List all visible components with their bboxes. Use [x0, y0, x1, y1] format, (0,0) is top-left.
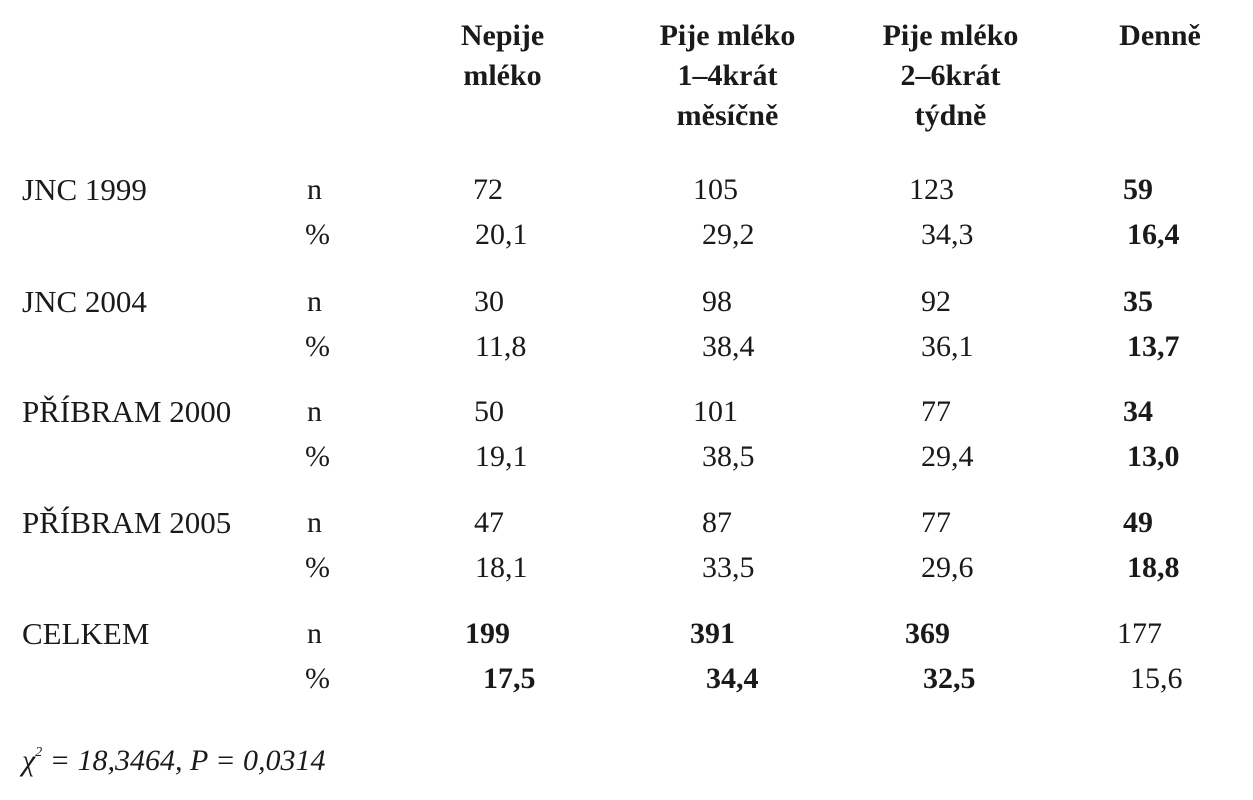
unit-percent: %	[305, 551, 330, 584]
table-cell: 105	[693, 173, 738, 206]
table-cell: 77	[921, 395, 951, 428]
header-line: Nepije	[460, 19, 545, 52]
table-cell: 49	[1123, 506, 1153, 539]
table-cell: 30	[474, 285, 504, 318]
header-line: měsíčně	[676, 99, 779, 132]
table-cell: 177	[1117, 617, 1162, 650]
unit-percent: %	[305, 218, 330, 251]
table-cell: 59	[1123, 173, 1153, 206]
table-cell: 38,5	[702, 440, 755, 473]
table-cell: 92	[921, 285, 951, 318]
table-cell: 391	[690, 617, 735, 650]
table-cell: 18,8	[1127, 551, 1180, 584]
column-header-daily	[1095, 16, 1225, 56]
table-cell: 87	[702, 506, 732, 539]
table-cell: 33,5	[702, 551, 755, 584]
table-cell: 38,4	[702, 330, 755, 363]
table-cell: 35	[1123, 285, 1153, 318]
column-header-monthly	[630, 16, 825, 136]
table-cell: 77	[921, 506, 951, 539]
unit-n: n	[307, 506, 322, 539]
table-cell: 29,6	[921, 551, 974, 584]
table-cell: 20,1	[475, 218, 528, 251]
table-cell: 32,5	[923, 662, 976, 695]
table-cell: 50	[474, 395, 504, 428]
header-line: Pije mléko	[659, 19, 796, 52]
table-cell: 18,1	[475, 551, 528, 584]
row-label-jnc-1999: JNC 1999	[22, 172, 147, 207]
unit-n: n	[307, 395, 322, 428]
unit-percent: %	[305, 662, 330, 695]
column-header-no-milk	[425, 16, 580, 96]
unit-percent: %	[305, 330, 330, 363]
chi-square-statistic	[22, 733, 325, 781]
table-cell: 199	[465, 617, 510, 650]
column-header-weekly	[853, 16, 1048, 136]
table-cell: 13,7	[1127, 330, 1180, 363]
table-cell: 36,1	[921, 330, 974, 363]
table-cell: 369	[905, 617, 950, 650]
table-cell: 72	[473, 173, 503, 206]
table-cell: 29,4	[921, 440, 974, 473]
unit-n: n	[307, 173, 322, 206]
header-line: týdně	[914, 99, 987, 132]
table-cell: 34,4	[706, 662, 759, 695]
header-line: Denně	[1119, 19, 1201, 52]
table-cell: 34,3	[921, 218, 974, 251]
table-cell: 16,4	[1127, 218, 1180, 251]
row-label-pribram-2000: PŘÍBRAM 2000	[22, 394, 232, 429]
table-cell: 29,2	[702, 218, 755, 251]
table-cell: 47	[474, 506, 504, 539]
row-label-pribram-2005: PŘÍBRAM 2005	[22, 505, 232, 540]
unit-n: n	[307, 617, 322, 650]
chi-superscript: 2	[35, 745, 43, 760]
row-label-jnc-2004: JNC 2004	[22, 284, 147, 319]
unit-n: n	[307, 285, 322, 318]
header-line: 1–4krát	[677, 59, 778, 92]
header-line: mléko	[463, 59, 542, 92]
table-cell: 13,0	[1127, 440, 1180, 473]
table-cell: 19,1	[475, 440, 528, 473]
statistic-text: = 18,3464, P = 0,0314	[42, 744, 326, 777]
table-cell: 123	[909, 173, 954, 206]
table-cell: 15,6	[1130, 662, 1183, 695]
table-cell: 101	[693, 395, 738, 428]
table-cell: 11,8	[475, 330, 527, 363]
table-cell: 34	[1123, 395, 1153, 428]
chi-symbol: χ	[22, 744, 36, 777]
header-line: Pije mléko	[882, 19, 1019, 52]
table-cell: 98	[702, 285, 732, 318]
header-line: 2–6krát	[900, 59, 1001, 92]
unit-percent: %	[305, 440, 330, 473]
row-label-celkem: CELKEM	[22, 616, 150, 651]
table-cell: 17,5	[483, 662, 536, 695]
